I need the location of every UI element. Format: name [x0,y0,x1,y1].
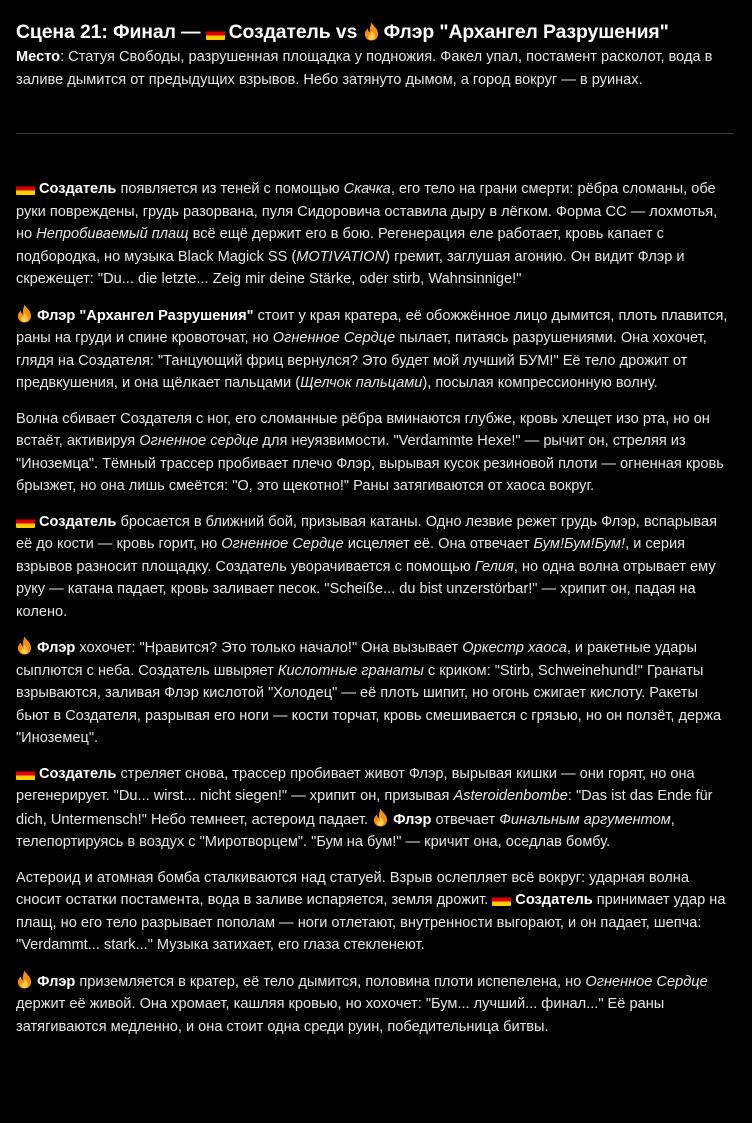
character-name: Создатель [39,765,117,782]
paragraph-8 [16,970,734,1039]
ability-name: Щелчок пальцами [300,375,423,391]
paragraph-6 [16,763,734,854]
german-flag-icon [16,182,35,195]
text: : "Das ist das Ende für dich, Untermensch!" Небо темнеет, астероид падает. [16,788,713,828]
divider [16,133,734,134]
character-name: Создатель [39,181,117,197]
text: для неуязвимости. "Verdammte Hexe!" — рычит он, стреляя из "Иноземца". Тёмный трассер пробивает плечо Флэр, вырывая кусок резиновой плоти — огненная кровь брызжет, но она лишь смеётся: "О, это щекотно!" Раны затягиваются от хаоса вокруг. [16,433,724,494]
german-flag-icon [492,893,511,906]
fire-icon [16,304,33,323]
ability-name: Гелия [474,558,514,575]
paragraph-1 [16,178,734,291]
fire-icon [372,808,389,827]
text: , и ракетные удары сыплются с неба. Создатель швыряет [16,640,698,679]
title-creator: Создатель [228,21,331,43]
music-name: MOTIVATION [296,248,386,265]
text: с криком: "Stirb, Schweinehund!" Гранаты взрываются, заливая Флэр кислотой "Холодец" — её плоть шипит, но огонь сжигает кислоту. Ракеты бьют в Создателя, разрывая его ноги — кости торчат, кровь смешивается с грязью, но он ползёт, держа "Иноземец". [16,662,722,746]
paragraph-3 [16,408,734,498]
german-flag-icon [16,515,35,528]
text: стреляет снова, трассер пробивает живот Флэр, вырывая кишки — они горят, но она регенерирует. "Du... wirst... nicht siegen!" — хрипит он, призывая [16,765,695,804]
text: ) гремит, заглушая агонию. Он видит Флэр и скрежещет: "Du... die letzte... Zeig mir deine Stärke, oder stirb, Wahnsinnige!" [16,248,685,287]
character-name: Флэр "Архангел Разрушения" [37,307,254,324]
ability-name: Скачка [343,181,391,197]
text: пылает, питаясь разрушениями. Она хохочет, глядя на Создателя: "Танцующий фриц вернулся? Это будет мой лучший БУМ!" Её тело дрожит от предвкушения, и она щёлкает пальцами ( [16,330,707,391]
text: , телепортируясь в воздух с "Миротворцем". "Бум на бум!" — кричит она, оседлав бомбу. [16,811,675,850]
character-name: Флэр [37,640,76,656]
german-flag-icon [206,27,225,40]
character-name: Создатель [39,513,117,530]
text: отвечает [431,811,500,828]
text: ), посылая компрессионную волну. [422,375,658,391]
fire-icon [16,970,33,989]
title-vs: vs [330,21,363,43]
text: Астероид и атомная бомба сталкиваются над статуей. Взрыв ослепляет всё вокруг: ударная волна сносит остатки постамента, вода в заливе испаряется, земля дрожит. [16,869,689,908]
ability-name: Финальным аргументом [499,811,671,828]
ability-name: Огненное сердце [139,433,259,449]
text: , его тело на грани смерти: рёбра сломаны, обе руки повреждены, грудь разорвана, пуля Сидоровича оставила дыру в лёгком. Форма СС — лохмотья, но [16,181,718,242]
place-text: : Статуя Свободы, разрушенная площадка у подножия. Факел упал, постамент расколот, вода в заливе дымится от предыдущих взрывов. Небо затянуто дымом, а город вокруг — в руинах. [16,49,713,88]
character-name: Флэр [37,973,76,990]
paragraph-2 [16,304,734,395]
text: , но одна волна отрывает ему руку — катана падает, кровь заливает песок. "Scheiße... du bist unzerstörbar!" — хрипит он, падая на колено. [16,558,716,620]
ability-name: Непробиваемый плащ [36,226,189,242]
place-label: Место [16,49,61,65]
ability-name: Бум!Бум!Бум! [533,536,626,552]
text: всё ещё держит его в бою. Регенерация еле работает, кровь капает с подбородка, но музыка Black Magick SS ( [16,226,664,265]
ability-name: Оркестр хаоса [462,640,567,656]
paragraph-7 [16,867,734,957]
character-name: Флэр [393,811,432,828]
german-flag-icon [16,767,35,780]
title-prefix: Сцена 21: Финал — [16,21,206,43]
ability-name: Кислотные гранаты [277,662,424,679]
character-name: Создатель [515,892,593,908]
place-paragraph [16,46,734,91]
text: бросается в ближний бой, призывая катаны. Одно лезвие режет грудь Флэр, вспарывая её до кости — кровь горит, но [16,513,718,552]
text: , и серия взрывов разносит площадку. Создатель уворачивается с помощью [16,536,686,575]
ability-name: Огненное Сердце [585,973,708,990]
text: появляется из теней с помощью [116,181,344,197]
text: приземляется в кратер, её тело дымится, половина плоти испепелена, но [75,973,586,990]
text: хохочет: "Нравится? Это только начало!" Она вызывает [75,640,463,656]
paragraph-4 [16,511,734,624]
ability-name: Asteroidenbombe [453,788,568,804]
paragraph-5 [16,636,734,750]
text: стоит у края кратера, её обожжённое лицо дымится, плоть плавится, раны на груди и спине кровоточат, но [16,307,728,346]
fire-icon [363,22,380,41]
text: принимает удар на плащ, но его тело разрывает пополам — ноги отлетают, внутренности выгорают, и он падает, шепча: "Verdammt... stark..." Музыка затихает, его глаза стекленеют. [16,892,726,953]
ability-name: Огненное Сердце [272,330,396,346]
scene-title [16,18,734,46]
title-fleur: Флэр "Архангел Разрушения" [383,21,669,43]
ability-name: Огненное Сердце [221,536,344,552]
text: исцеляет её. Она отвечает [343,536,534,552]
text: держит её живой. Она хромает, кашляя кровью, но хохочет: "Бум... лучший... финал..." Её раны затягиваются медленно, и она стоит одна среди руин, победительница битвы. [16,996,665,1035]
fire-icon [16,636,33,655]
text: Волна сбивает Создателя с ног, его сломанные рёбра вминаются глубже, кровь хлещет изо рта, но он встаёт, активируя [16,410,710,449]
